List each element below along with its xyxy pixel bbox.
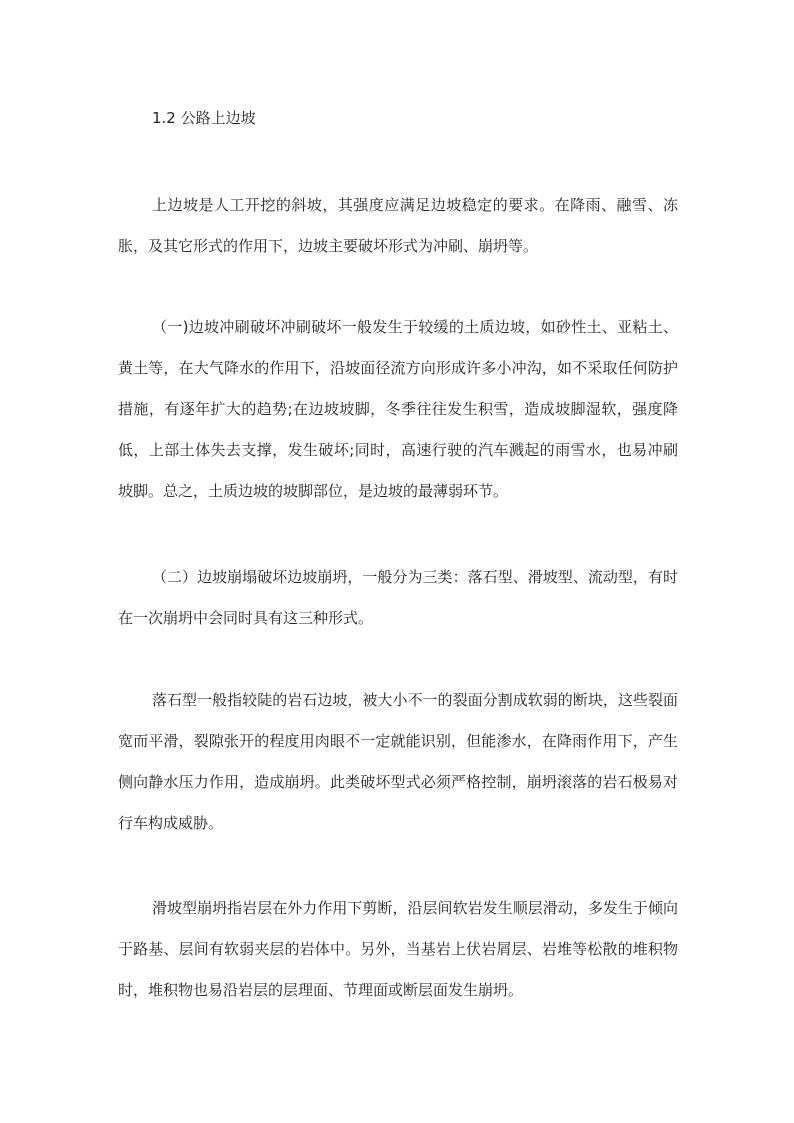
paragraph-erosion-damage: （一)边坡冲刷破坏冲刷破坏一般发生于较缓的土质边坡，如砂性土、亚粘土、黄土等，在大气降水的作用下，沿坡面径流方向形成许多小冲沟，如不采取任何防护措施，有逐年扩大的趋势;在边坡坡脚，冬季往往发生积雪，造成坡脚湿软，强度降低，上部土体失去支撑，发生破坏;同时，高速行驶的汽车溅起的雨雪水，也易冲刷坡脚。总之，土质边坡的坡脚部位，是边坡的最薄弱环节。 xyxy=(118,318,678,500)
section-heading: 1.2 公路上边坡 xyxy=(152,109,256,127)
paragraph-collapse-types: （二）边坡崩塌破坏边坡崩坍，一般分为三类：落石型、滑坡型、流动型，有时在一次崩坍中会同时具有这三种形式。 xyxy=(118,568,678,627)
paragraph-upper-slope-intro: 上边坡是人工开挖的斜坡，其强度应满足边坡稳定的要求。在降雨、融雪、冻胀，及其它形式的作用下，边坡主要破坏形式为冲刷、崩坍等。 xyxy=(118,196,678,255)
paragraph-rockfall-type: 落石型一般指较陡的岩石边坡，被大小不一的裂面分割成软弱的断块，这些裂面宽而平滑，裂隙张开的程度用肉眼不一定就能识别，但能渗水，在降雨作用下，产生侧向静水压力作用，造成崩坍。此类破坏型式必须严格控制，崩坍滚落的岩石极易对行车构成威胁。 xyxy=(118,691,678,832)
paragraph-landslide-type: 滑坡型崩坍指岩层在外力作用下剪断，沿层间软岩发生顺层滑动，多发生于倾向于路基、层间有软弱夹层的岩体中。另外，当基岩上伏岩屑层、岩堆等松散的堆积物时，堆积物也易沿岩层的层理面、节理面或断层面发生崩坍。 xyxy=(118,899,678,999)
